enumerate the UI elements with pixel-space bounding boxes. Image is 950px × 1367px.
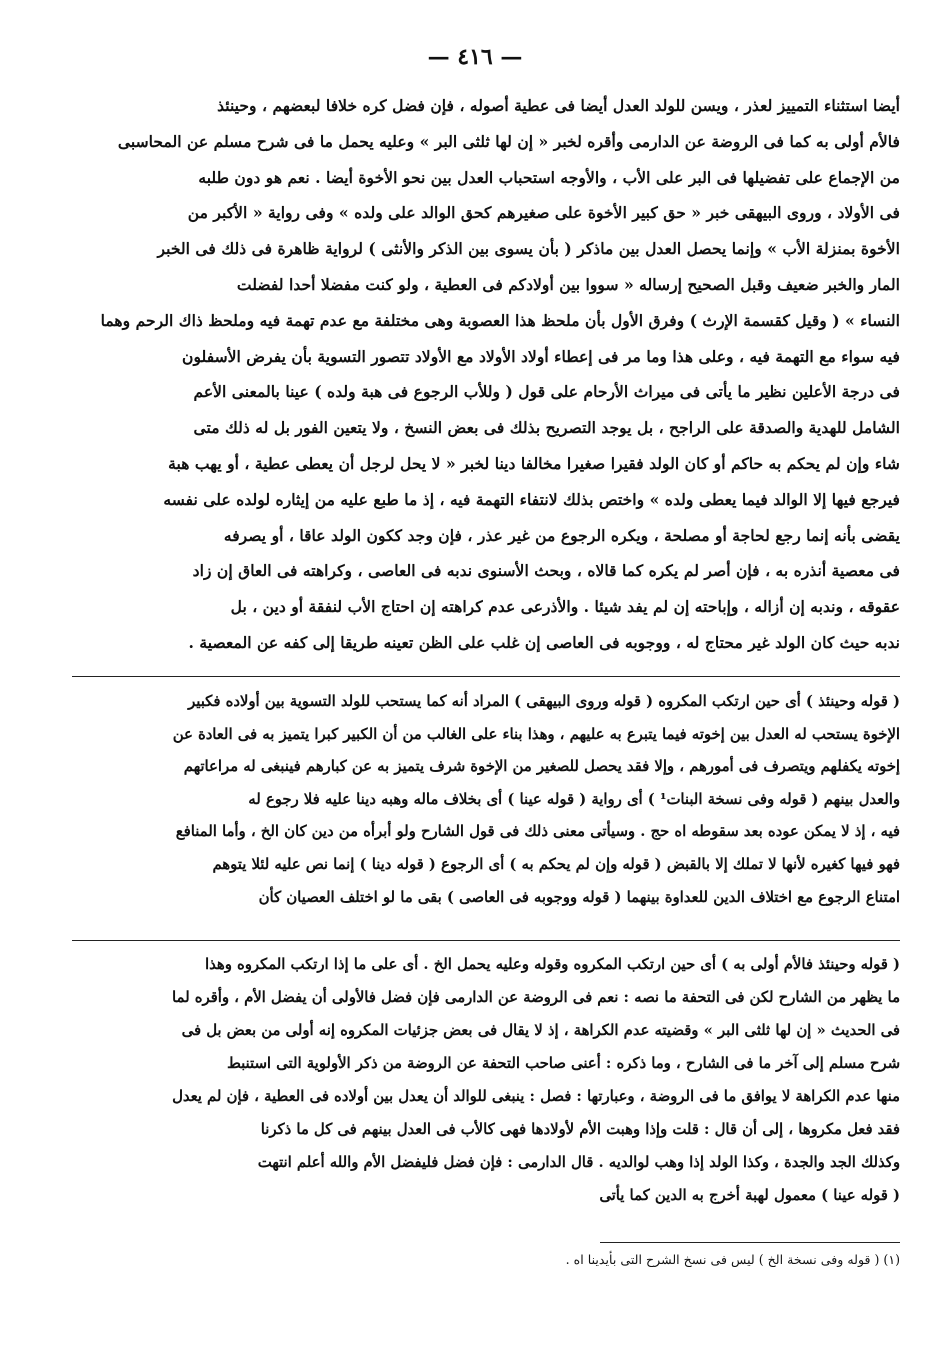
text-line: شاء وإن لم يحكم به حاكم أو كان الولد فقيرا صغيرا مخالفا دينا لخبر « لا يحل لرجل أن يعطى عطية ، أو يهب هبة (168, 453, 900, 473)
commentary-line: ( قوله وحينئذ فالأم أولى به ) أى حين ارتكب المكروه وقوله وعليه يحمل الخ . أى على ما إذا ارتكب المكروه وهذا (205, 956, 900, 973)
commentary-line: فقد فعل مكروها ، إلى أن قال : قلت وإذا وهبت الأم لأولادها فهى كالأب فى العدل بينهم فى كل ما ذكرنا (260, 1121, 900, 1138)
footnote (70, 1248, 900, 1272)
text-line: فى الأولاد ، وروى البيهقى خبر « حق كبير الأخوة على صغيرهم كحق الوالد على ولده » وفى رواية « الأكبر من (187, 203, 900, 223)
commentary-block-two (70, 948, 900, 1212)
page-number: — ٤١٦ — (427, 44, 523, 70)
text-line: فالأم أولى به كما فى الروضة عن الدارمى وأقره لخبر « إن لها ثلثى البر » وعليه يحمل ما فى شرح مسلم عن المحاسبى (117, 131, 900, 151)
commentary-block-one (70, 686, 900, 914)
commentary-line: فيه ، إذ لا يمكن عوده بعد سقوطه اه حج . وسيأتى معنى ذلك فى قول الشارح ولو أبرأه من دين كان الخ ، وأما المنافع (175, 823, 900, 841)
text-line: فى درجة الأعلين نظير ما يأتى فى ميراث الأرحام على قول ( وللأب الرجوع فى هبة ولده ) عينا بالمعنى الأعم (193, 382, 900, 402)
section-divider (72, 676, 900, 677)
text-line: يقضى بأنه إنما رجع لحاجة أو مصلحة ، ويكره الرجوع من غير عذر ، فإن وجد ككون الولد عاقا ، أو يصرفه (223, 525, 900, 545)
commentary-line: ( قوله وحينئذ ) أى حين ارتكب المكروه ( قوله وروى البيهقى ) المراد أنه كما يستحب للولد التسوية بين أولاده فكبير (188, 693, 900, 710)
commentary-line: فى الحديث « إن لها ثلثى البر » وقضيته عدم الكراهة ، إذ لا يقال فى بعض جزئيات المكروه إنه أولى من بعض بل فى (181, 1022, 900, 1039)
commentary-line: وكذلك الجد والجدة ، وكذا الولد إذا وهب لوالديه . قال الدارمى : فإن فضل فليفضل الأم والله أعلم انتهت (257, 1154, 900, 1171)
commentary-line: ما يظهر من الشارح لكن فى التحفة ما نصه : نعم فى الروضة عن الدارمى فإن فضل فالأولى أن يفضل الأم ، وأقره لما (172, 989, 900, 1006)
text-line: الشامل للهدية والصدقة على الراجح ، بل يوجد التصريح بذلك فى بعض النسخ ، ولا يتعين الفور بل له ذلك متى (193, 418, 900, 438)
section-divider (72, 940, 900, 941)
main-text (70, 88, 900, 661)
footnote-divider (600, 1242, 900, 1243)
text-line: فيرجع فيها إلا الوالد فيما يعطى ولده » واختص بذلك لانتفاء التهمة فيه ، إذ ما طبع عليه من إيثاره لولده على نفسه (163, 489, 900, 509)
text-line: فى معصية أنذره به ، فإن أصر لم يكره كما قالاه ، وبحث الأسنوى ندبه فى العاصى ، وكراهته فى العاق إن زاد (192, 561, 900, 581)
commentary-line: فهو فيها كغيره لأنها لا تملك إلا بالقبض ( قوله وإن لم يحكم به ) أى الرجوع ( قوله دينا ) إنما نص عليه لئلا يتوهم (212, 855, 900, 873)
commentary-line: والعدل بينهم ( قوله وفى نسخة البنات¹ ) أى رواية ( قوله عينا ) أى بخلاف ماله وهبه دينا عليه فلا رجوع له (248, 790, 900, 808)
text-line: فيه سواء مع التهمة فيه ، وعلى هذا وما مر فى إعطاء أولاد الأولاد مع الأولاد تتصور التسوية بأن يفرض الأسفلون (182, 346, 900, 366)
commentary-line: ( قوله عينا ) معمول لهبة أخرج به الدين كما يأتى (599, 1187, 900, 1204)
commentary-line: منها عدم الكراهة لا يوافق ما فى الروضة ، وعبارتها : فصل : ينبغى للوالد أن يعدل بين أولاده فى العطية ، فإن لم يعدل (172, 1088, 900, 1105)
text-line: ندبه حيث كان الولد غير محتاج له ، ووجوبه فى العاصى إن غلب على الظن تعينه طريقا إلى كفه عن المعصية . (188, 632, 900, 652)
text-line: النساء » ( وقيل كقسمة الإرث ) وفرق الأول بأن ملحظ هذا العصوبة وهى مختلفة مع عدم تهمة فيه وملحظ ذاك الرحم وهما (100, 310, 900, 330)
text-line: الأخوة بمنزلة الأب » وإنما يحصل العدل بين ماذكر ( بأن يسوى بين الذكر والأنثى ) لرواية ظاهرة فى ذلك فى الخبر (157, 239, 900, 259)
text-line: أيضا استثناء التمييز لعذر ، ويسن للولد العدل أيضا فى عطية أصوله ، فإن فضل كره خلافا لبعضهم ، وحينئذ (217, 96, 900, 115)
text-line: من الإجماع على تفضيلها فى البر على الأب ، والأوجه استحباب العدل بين نحو الأخوة أيضا . نعم هو دون طلبه (198, 167, 900, 187)
commentary-line: إخوته يكفلهم ويتصرف فى أمورهم ، وإلا فقد يحصل للصغير من الإخوة شرف يتميز به عن كبارهم فينبغى له مراعاتهم (183, 758, 900, 776)
commentary-line: شرح مسلم إلى آخر ما فى الشارح ، وما ذكره : أعنى صاحب التحفة عن الروضة من ذكر الأولوية التى استنبط (227, 1055, 900, 1072)
commentary-line: الإخوة يستحب له العدل بين إخوته فيما يتبرع به عليهم ، وهذا بناء على الغالب من أن الكبير كبرا يتميز به فى العادة عن (172, 725, 900, 743)
text-line: عقوقه ، وندبه إن أزاله ، وإباحته إن لم يفد شيئا . والأذرعى عدم كراهته إن احتاج الأب لنفقة أو دين ، بل (230, 597, 900, 617)
commentary-line: امتناع الرجوع مع اختلاف الدين للعداوة بينهما ( قوله ووجوبه فى العاصى ) بقى ما لو اختلف العصيان كأن (258, 888, 900, 906)
text-line: المار والخبر ضعيف وقبل الصحيح إرساله « سووا بين أولادكم فى العطية ، ولو كنت مفضلا أحدا لفضلت (236, 274, 900, 294)
footnote-line: (١) ( قوله وفى نسخة الخ ) ليس فى نسخ الشرح التى بأيدينا اه . (565, 1252, 900, 1267)
